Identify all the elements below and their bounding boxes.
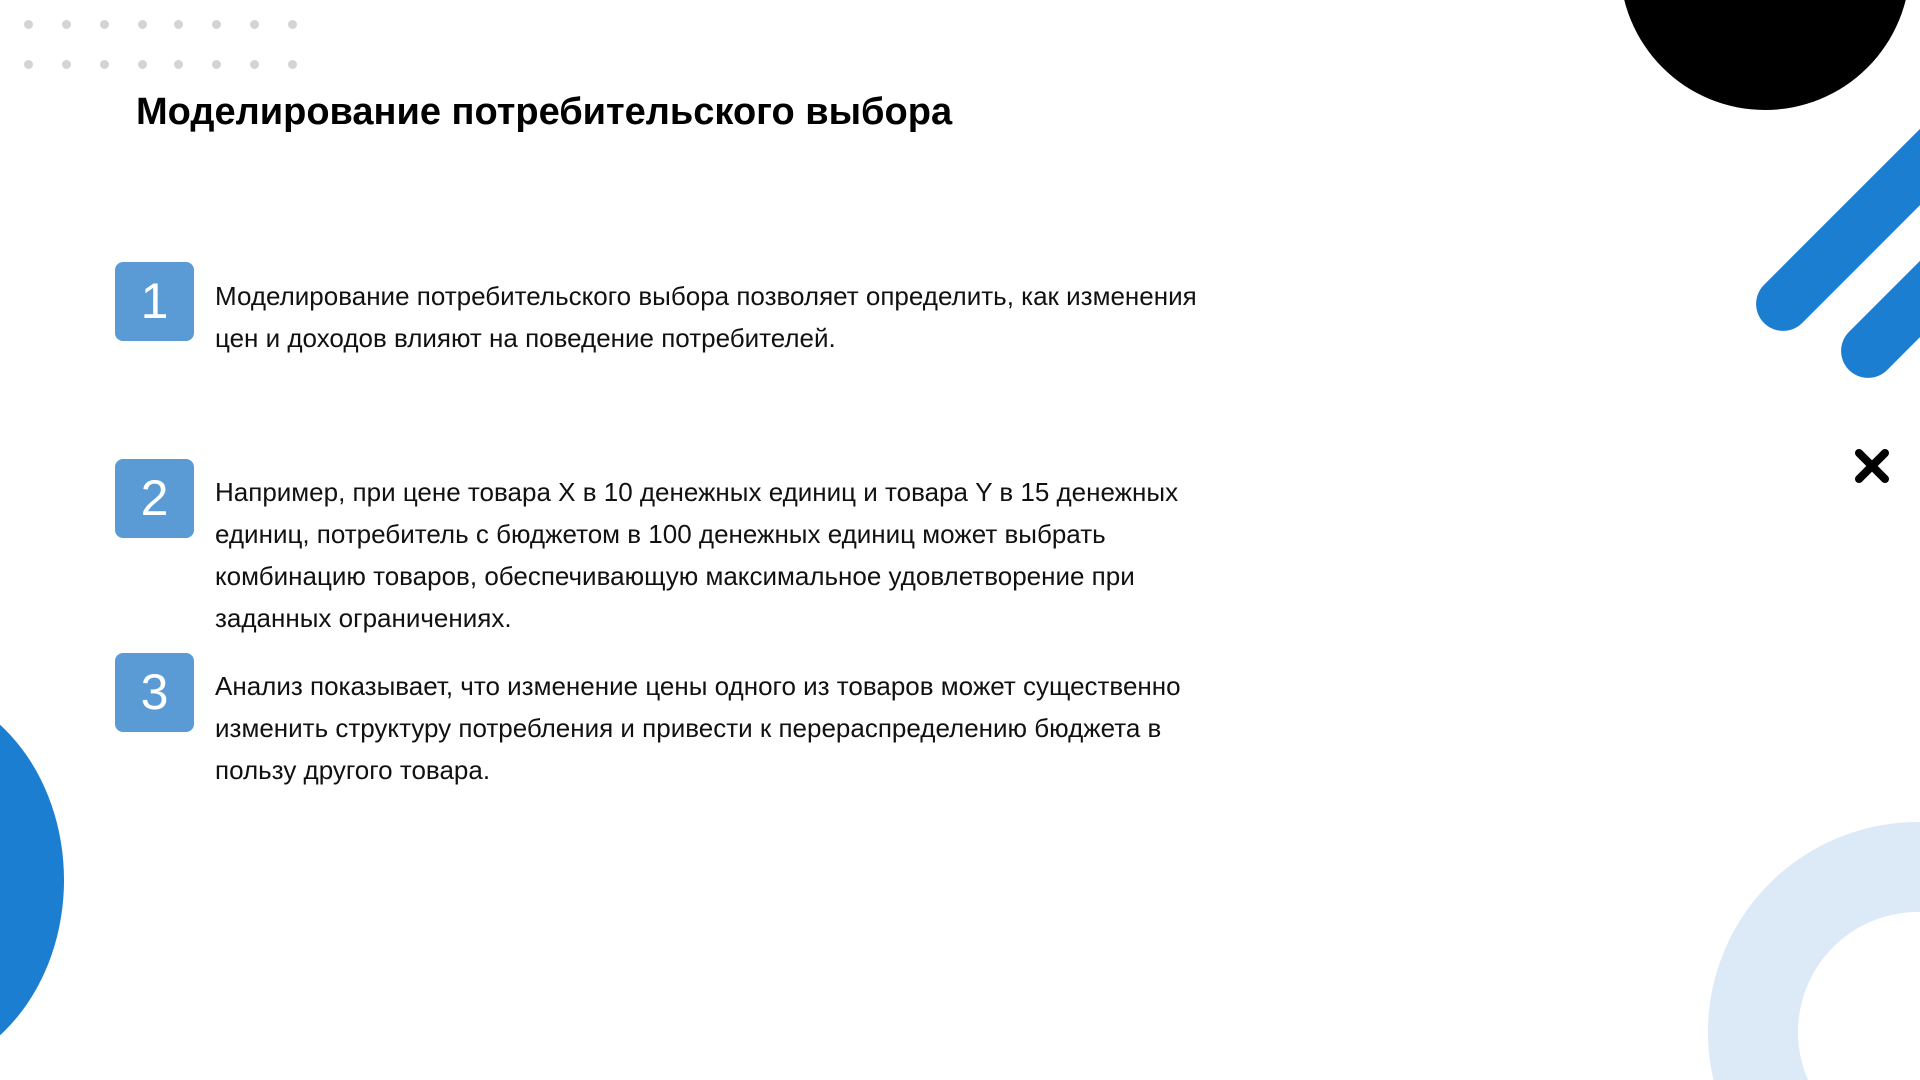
item-text: Моделирование потребительского выбора позволяет определить, как изменения цен и доходов влияют на поведение потребителей. [215,281,1197,353]
dot [212,60,221,69]
light-ring-decoration [1708,822,1920,1080]
number-badge: 2 [115,459,194,538]
dot [288,60,297,69]
close-icon [1852,446,1892,486]
dot [138,60,147,69]
dot [62,60,71,69]
dot [250,20,259,29]
slide-title: Моделирование потребительского выбора [136,91,953,133]
blue-circle-decoration [0,685,64,1075]
dot [100,20,109,29]
dot [174,60,183,69]
dot [24,60,33,69]
item-text: Анализ показывает, что изменение цены одного из товаров может существенно изменить структуру потребления и привести к перераспределению бюджета в пользу другого товара. [215,671,1181,785]
black-circle-decoration [1620,0,1910,110]
number-badge: 3 [115,653,194,732]
dot [288,20,297,29]
item-text: Например, при цене товара X в 10 денежных единиц и товара Y в 15 денежных единиц, потребитель с бюджетом в 100 денежных единиц может выбрать комбинацию товаров, обеспечивающую максимальное удовлетворение при заданных ограничениях. [215,477,1179,633]
dot [100,60,109,69]
dot [62,20,71,29]
dot [174,20,183,29]
dot [138,20,147,29]
dot [212,20,221,29]
dot-grid-decoration [24,20,304,72]
number-badge: 1 [115,262,194,341]
dot [24,20,33,29]
dot [250,60,259,69]
